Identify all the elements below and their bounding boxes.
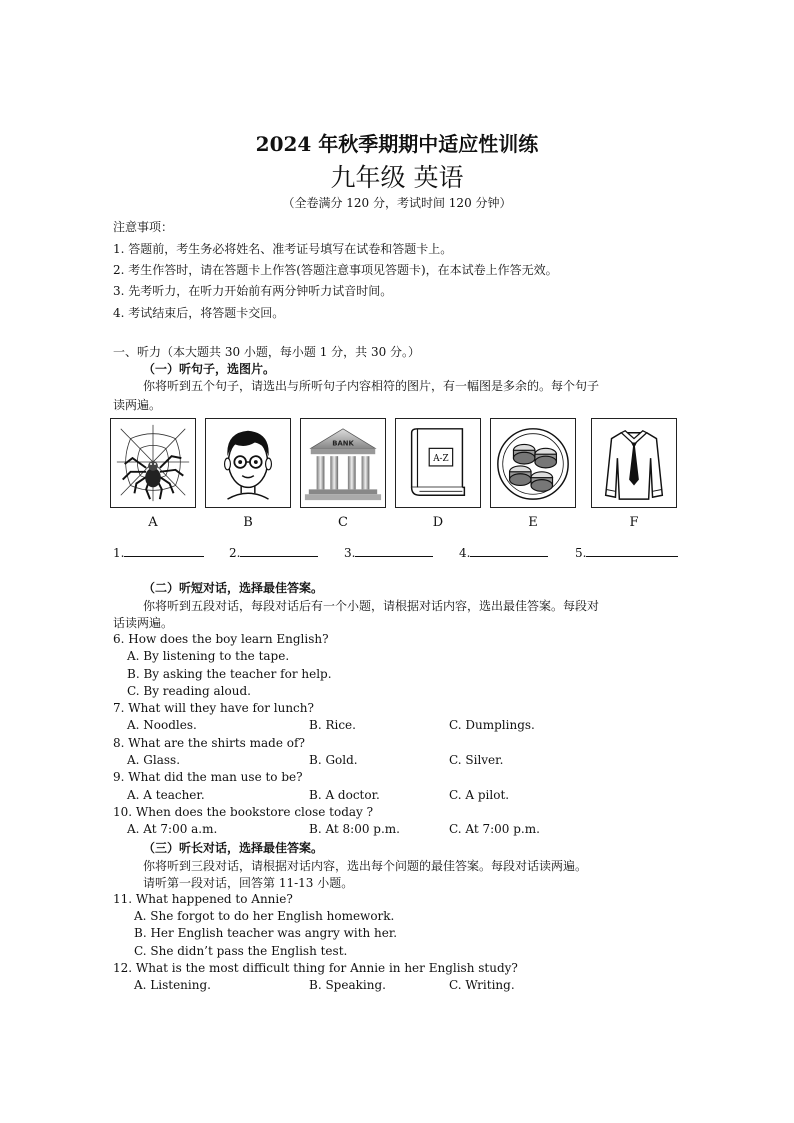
question-12-option-a[interactable]: A. Listening. <box>134 978 211 992</box>
picture-b <box>205 418 291 508</box>
mooncakes-icon <box>491 419 575 507</box>
question-7-option-b[interactable]: B. Rice. <box>309 718 356 732</box>
notice-item-3: 3. 先考听力，在听力开始前有两分钟听力试音时间。 <box>113 284 393 298</box>
dictionary-icon <box>396 419 480 507</box>
exam-subject: 九年级 英语 <box>330 163 464 192</box>
question-6-option-b[interactable]: B. By asking the teacher for help. <box>127 667 332 681</box>
exam-title: 2024 年秋季期期中适应性训练 <box>255 132 539 156</box>
question-9: 9. What did the man use to be? <box>113 770 303 784</box>
part2-instruction-line2: 话读两遍。 <box>113 616 174 630</box>
answer-blank-2[interactable]: 2. <box>229 544 318 560</box>
question-7: 7. What will they have for lunch? <box>113 701 314 715</box>
question-10-option-c[interactable]: C. At 7:00 p.m. <box>449 822 540 836</box>
question-11-option-c[interactable]: C. She didn’t pass the English test. <box>134 944 348 958</box>
question-8-option-c[interactable]: C. Silver. <box>449 753 504 767</box>
part1-instruction-line1: 你将听到五个句子，请选出与所听句子内容相符的图片，有一幅图是多余的。每个句子 <box>143 379 600 393</box>
question-11-option-a[interactable]: A. She forgot to do her English homework. <box>134 909 395 923</box>
picture-label-c: C <box>338 515 348 530</box>
question-9-option-b[interactable]: B. A doctor. <box>309 788 380 802</box>
part3-instruction-line1: 你将听到三段对话，请根据对话内容，选出每个问题的最佳答案。每段对话读两遍。 <box>143 859 588 873</box>
notice-item-2: 2. 考生作答时，请在答题卡上作答(答题注意事项见答题卡)，在本试卷上作答无效。 <box>113 263 558 277</box>
spider-icon <box>111 419 195 507</box>
question-7-option-c[interactable]: C. Dumplings. <box>449 718 535 732</box>
exam-score-note: （全卷满分 120 分，考试时间 120 分钟） <box>282 196 512 210</box>
notice-heading: 注意事项： <box>113 220 174 234</box>
picture-label-a: A <box>148 515 158 530</box>
question-7-option-a[interactable]: A. Noodles. <box>127 718 197 732</box>
bank-sign-text: BANK <box>332 439 354 448</box>
part3-instruction-line2: 请听第一段对话，回答第 11-13 小题。 <box>143 876 354 890</box>
picture-label-b: B <box>243 515 253 530</box>
answer-blank-5[interactable]: 5. <box>575 544 678 560</box>
question-9-option-c[interactable]: C. A pilot. <box>449 788 510 802</box>
picture-label-f: F <box>629 515 639 530</box>
shirt-icon <box>592 419 676 507</box>
boy-with-glasses-icon <box>206 419 290 507</box>
question-6-option-c[interactable]: C. By reading aloud. <box>127 684 251 698</box>
answer-blank-4[interactable]: 4. <box>459 544 548 560</box>
section-listening-heading: 一、听力（本大题共 30 小题，每小题 1 分，共 30 分。） <box>113 345 421 359</box>
answer-blank-3[interactable]: 3. <box>344 544 433 560</box>
question-12: 12. What is the most difficult thing for Annie in her English study? <box>113 961 518 975</box>
part1-heading: （一）听句子，选图片。 <box>143 362 276 376</box>
question-10-option-b[interactable]: B. At 8:00 p.m. <box>309 822 400 836</box>
picture-label-d: D <box>432 515 444 530</box>
picture-d <box>395 418 481 508</box>
question-12-option-c[interactable]: C. Writing. <box>449 978 515 992</box>
question-8: 8. What are the shirts made of? <box>113 736 305 750</box>
picture-a <box>110 418 196 508</box>
question-6: 6. How does the boy learn English? <box>113 632 329 646</box>
question-9-option-a[interactable]: A. A teacher. <box>127 788 205 802</box>
question-10-option-a[interactable]: A. At 7:00 a.m. <box>127 822 218 836</box>
question-11-option-b[interactable]: B. Her English teacher was angry with her. <box>134 926 398 940</box>
notice-item-4: 4. 考试结束后，将答题卡交回。 <box>113 306 285 320</box>
notice-item-1: 1. 答题前，考生务必将姓名、准考证号填写在试卷和答题卡上。 <box>113 242 453 256</box>
bank-icon <box>301 419 385 507</box>
question-10: 10. When does the bookstore close today ? <box>113 805 374 819</box>
part1-instruction-line2: 读两遍。 <box>113 398 162 412</box>
question-11: 11. What happened to Annie? <box>113 892 293 906</box>
part2-instruction-line1: 你将听到五段对话，每段对话后有一个小题，请根据对话内容，选出最佳答案。每段对 <box>143 599 600 613</box>
question-12-option-b[interactable]: B. Speaking. <box>309 978 386 992</box>
answer-blank-1[interactable]: 1. <box>113 544 204 560</box>
picture-f <box>591 418 677 508</box>
picture-label-e: E <box>528 515 538 530</box>
question-8-option-b[interactable]: B. Gold. <box>309 753 358 767</box>
part2-heading: （二）听短对话，选择最佳答案。 <box>143 581 324 595</box>
dictionary-cover-text: A-Z <box>433 454 449 465</box>
part3-heading: （三）听长对话，选择最佳答案。 <box>143 841 324 855</box>
question-8-option-a[interactable]: A. Glass. <box>127 753 181 767</box>
question-6-option-a[interactable]: A. By listening to the tape. <box>127 649 290 663</box>
picture-c <box>300 418 386 508</box>
picture-e <box>490 418 576 508</box>
